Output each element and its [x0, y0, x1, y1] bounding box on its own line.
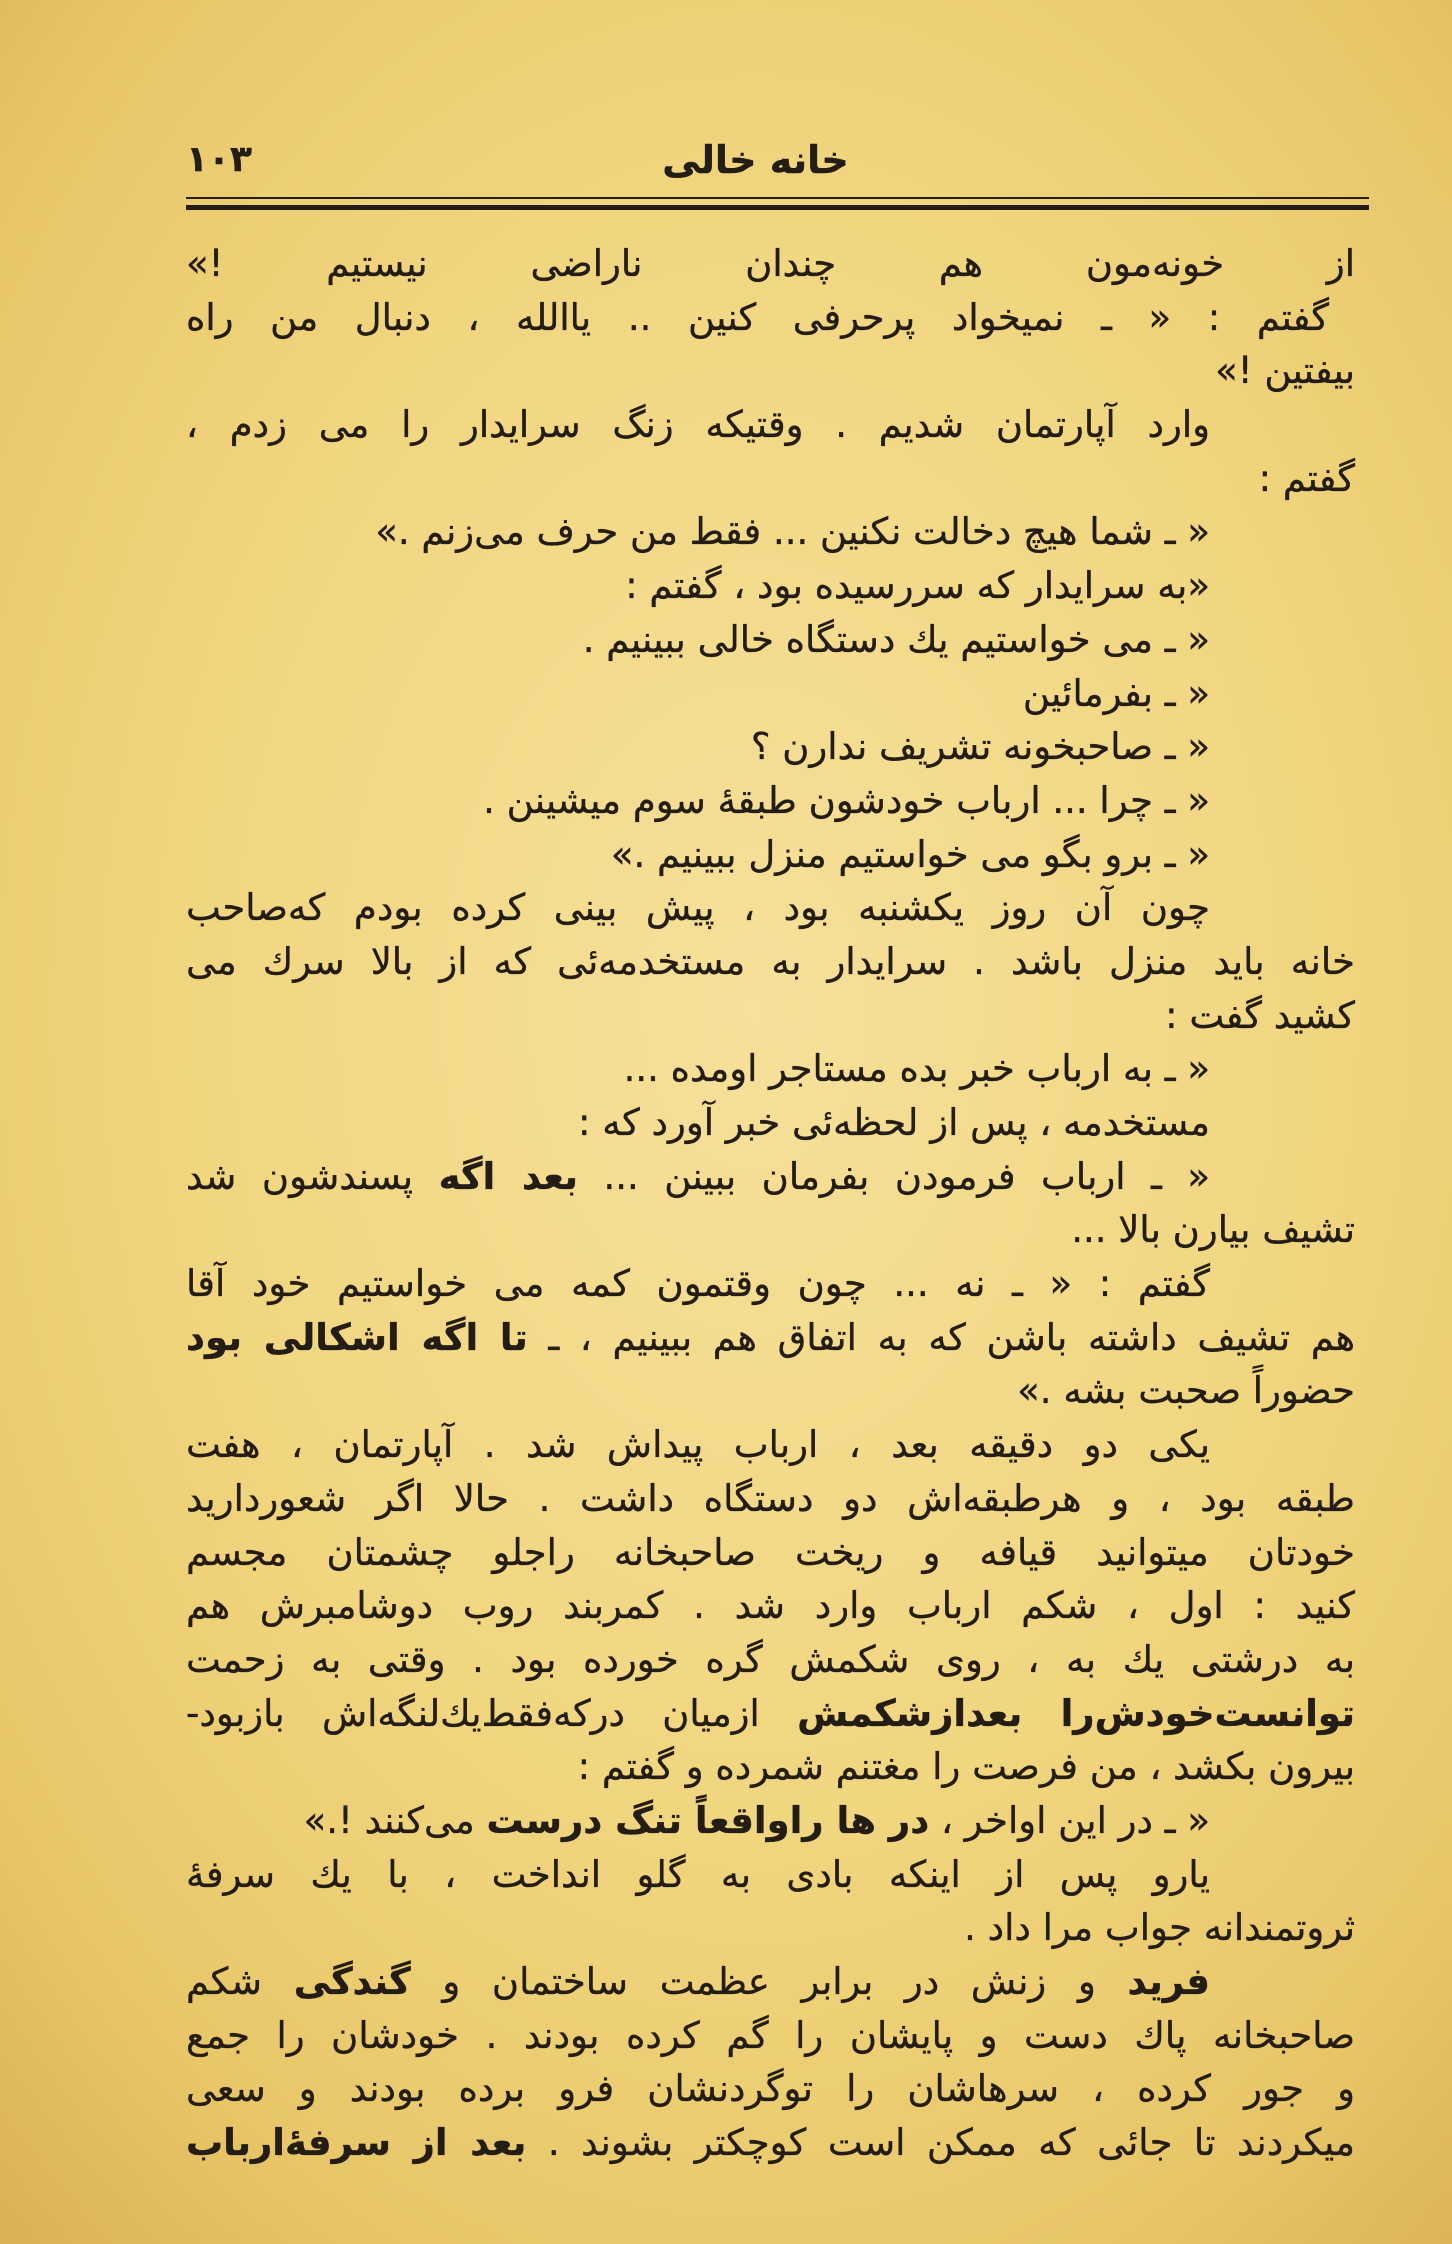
- text-segment: می‌کنند !.»: [303, 1798, 487, 1842]
- text-line: [186, 1794, 1210, 1848]
- text-segment: هم تشیف داشته باشن که به اتفاق هم ببینیم ، ـ: [527, 1315, 1355, 1359]
- text-segment: میکردند تا جائی که ممکن است کوچکتر بشوند .: [526, 2121, 1356, 2165]
- text-line: [186, 1955, 1210, 2009]
- text-line: « ـ بفرمائین: [1022, 671, 1210, 715]
- text-line: یکی دو دقیقه بعد ، ارباب پیداش شد . آپارتمان ، هفت: [186, 1423, 1210, 1467]
- page-number: ۱۰۳: [186, 139, 252, 180]
- text-line: مستخدمه ، پس از لحظه‌ئی خبر آورد که :: [578, 1101, 1210, 1144]
- text-segment: شکم: [186, 1960, 294, 2003]
- text-line: « ـ صاحبخونه تشریف ندارن ؟: [750, 725, 1210, 769]
- text-line: « ـ برو بگو می خواستیم منزل ببینیم .»: [610, 832, 1210, 876]
- text-line: یارو پس از اینکه بادی به گلو انداخت ، با یك سرفهٔ: [186, 1852, 1210, 1896]
- header-divider-thick: [186, 205, 1369, 210]
- header-divider-thin: [186, 197, 1369, 199]
- text-line: طبقه بود ، و هرطبقه‌اش دو دستگاه داشت . حالا اگر شعوردارید: [186, 1476, 1355, 1520]
- text-line: صاحبخانه پاك دست و پایشان را گم کرده بودند . خودشان را جمع: [186, 2013, 1355, 2057]
- emphasized-text: بعد از سرفهٔ‌ارباب: [186, 2121, 527, 2165]
- body-text: [186, 237, 1355, 2170]
- text-line: به درشتی یك به ، روی شکمش گره خورده بود . وقتی به زحمت: [186, 1637, 1355, 1681]
- text-line: چون آن روز یکشنبه بود ، پیش بینی کرده بودم که‌صاحب: [186, 886, 1210, 930]
- text-line: بیفتین !»: [1215, 349, 1355, 393]
- text-line: « ـ به ارباب خبر بده مستاجر اومده ...: [623, 1047, 1210, 1091]
- text-line: « ـ چرا ... ارباب خودشون طبقهٔ سوم میشینن .: [483, 778, 1210, 822]
- emphasized-text: بعد اگه: [438, 1154, 578, 1198]
- text-line: کشید گفت :: [1165, 993, 1355, 1037]
- text-line: خانه باید منزل باشد . سرایدار به مستخدمه‌ئی که از بالا سرك می: [186, 939, 1355, 983]
- text-line: [186, 1687, 1355, 1741]
- text-line: بیرون بکشد ، من فرصت را مغتنم شمرده و گفتم :: [577, 1745, 1355, 1789]
- text-line: « ـ شما هیچ دخالت نکنین ... فقط من حرف می‌زنم .»: [375, 510, 1210, 554]
- emphasized-text: فرید: [1127, 1960, 1210, 2003]
- text-line: خودتان میتوانید قیافه و ریخت صاحبخانه راجلو چشمتان مجسم: [186, 1530, 1355, 1574]
- text-segment: « ـ در این اواخر ،: [929, 1798, 1210, 1842]
- text-segment: پسندشون شد: [186, 1154, 439, 1198]
- emphasized-text: گندگی: [293, 1960, 411, 2003]
- text-line: [186, 1150, 1210, 1204]
- emphasized-text: تا اگه اشکالی بود: [186, 1315, 528, 1359]
- emphasized-text: توانست‌خودش‌را بعدازشکمش: [797, 1691, 1356, 1735]
- text-line: [186, 2116, 1355, 2170]
- text-line: «به سرایدار که سررسیده بود ، گفتم :: [625, 564, 1210, 608]
- chapter-title: خانه خالی: [662, 138, 849, 182]
- text-line: گفتم : « ـ نمیخواد پرحرفی کنین .. یاالله ، دنبال من راه: [186, 295, 1329, 339]
- text-segment: ازمیان درکه‌فقط‌یك‌لنگه‌اش بازبود-: [186, 1691, 798, 1735]
- text-segment: « ـ ارباب فرمودن بفرمان ببینن ...: [577, 1154, 1210, 1198]
- emphasized-text: در ها راواقعاً تنگ درست: [486, 1798, 930, 1842]
- text-line: و جور کرده ، سرهاشان را توگردنشان فرو برده بودند و سعی: [186, 2067, 1355, 2111]
- text-line: حضوراً صحبت بشه .»: [1017, 1369, 1355, 1413]
- text-line: گفتم :: [1258, 456, 1355, 500]
- text-line: ثروتمندانه جواب مرا داد .: [964, 1906, 1355, 1950]
- text-line: تشیف بیارن بالا ...: [1071, 1208, 1355, 1252]
- text-line: « ـ می خواستیم یك دستگاه خالی ببینیم .: [582, 617, 1210, 661]
- text-line: کنید : اول ، شکم ارباب وارد شد . کمربند روب دوشامبرش هم: [186, 1584, 1355, 1628]
- text-line: وارد آپارتمان شدیم . وقتیکه زنگ سرایدار را می زدم ،: [186, 403, 1210, 447]
- running-header: [186, 130, 1369, 190]
- text-segment: و زنش در برابر عظمت ساختمان و: [410, 1960, 1128, 2003]
- text-line: [186, 1311, 1355, 1365]
- text-line: گفتم : « ـ نه ... چون وقتمون کمه می خواستیم خود آقا: [186, 1262, 1210, 1306]
- text-line: از خونه‌مون هم چندان ناراضی نیستیم !»: [186, 242, 1355, 285]
